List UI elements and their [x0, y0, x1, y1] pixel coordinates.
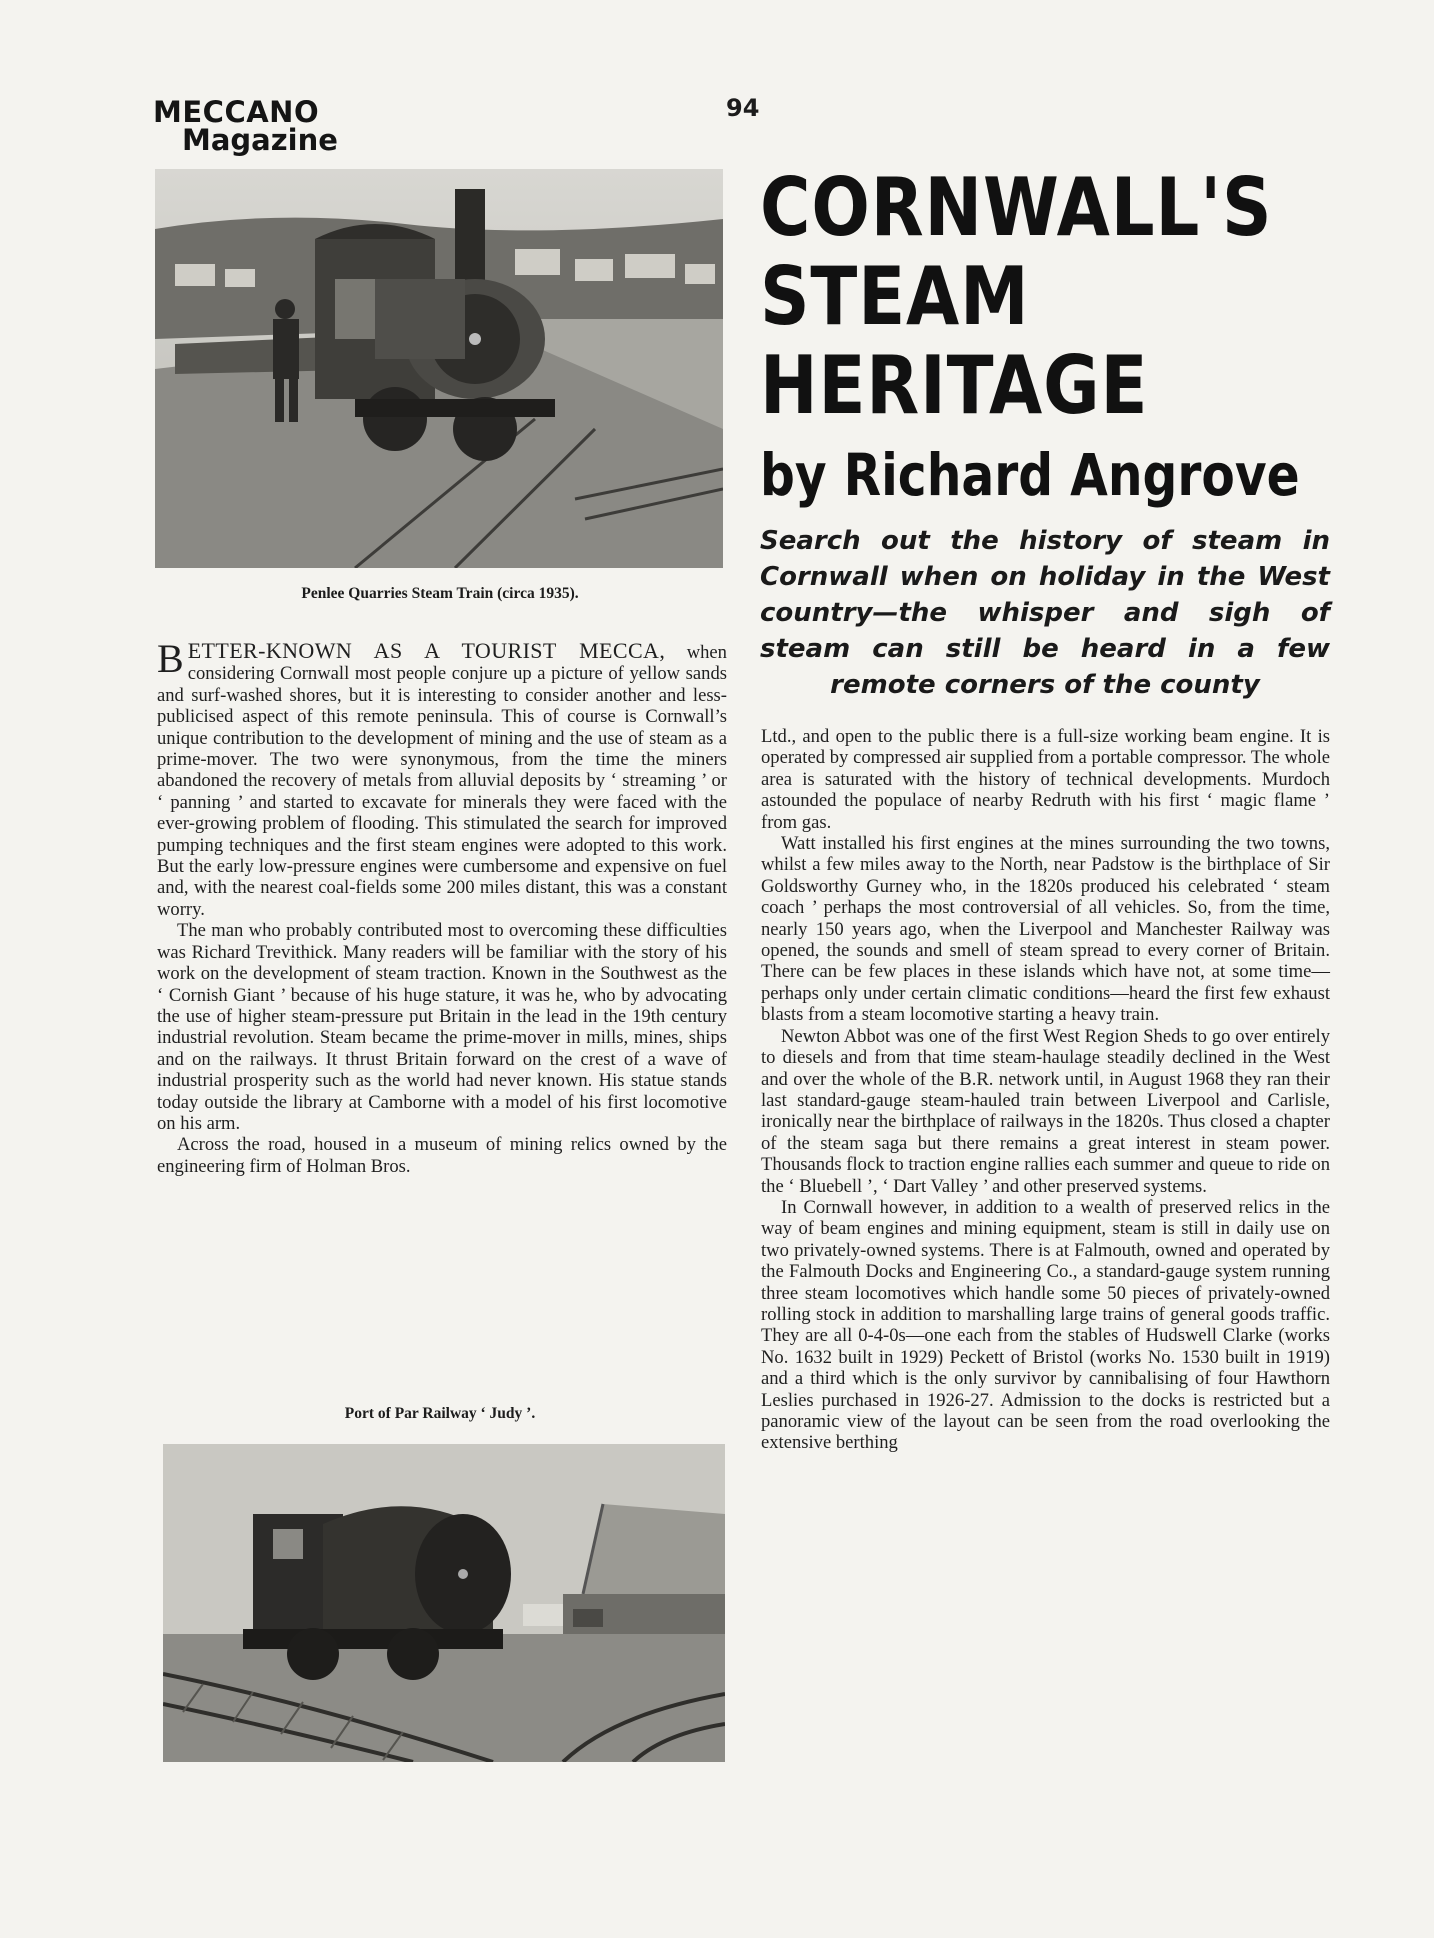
article-paragraph: Newton Abbot was one of the first West Region Sheds to go over entirely to diesels and from that time steam-haulage steadily declined in the West and over the whole of the B.R. network until, in August 1968 they ran their last standard-gauge steam-hauled train between Liverpool and Carlisle, ironically near the birthplace of railways in the 1820s. Thus closed a chapter of the steam saga but there remains a great interest in steam power. Thousands flock to traction engine rallies each summer and queue to ride on the ‘ Bluebell ’, ‘ Dart Valley ’ and other preserved systems. [761, 1025, 1330, 1197]
drop-cap: B [157, 636, 184, 681]
headline-line-3: HERITAGE [760, 339, 1149, 432]
headline-line-1: CORNWALL'S [760, 161, 1273, 254]
article-paragraph: Watt installed his first engines at the mines surrounding the two towns, whilst a few miles away to the North, near Padstow is the birthplace of Sir Goldsworthy Gurney who, in the 1820s produced his celebrated ‘ steam coach ’ perhaps the most controversial of all vehicles. So, from the time, nearly 150 years ago, when the Liverpool and Manchester Railway was opened, the sounds and smell of steam spread to every corner of Britain. There can be few places in these islands which have not, at some time—perhaps only under certain climatic conditions—heard the first few exhaust blasts from a steam locomotive starting a heavy train. [761, 833, 1330, 1026]
article-paragraph-text: when considering Cornwall most people conjure up a picture of yellow sands and surf-washed shores, but it is interesting to consider another and less-publicised aspect of this remote peninsula. This of course is Cornwall’s unique contribution to the development of mining and the use of steam as a prime-mover. The two were synonymous, from the time the miners abandoned the recovery of metals from alluvial deposits by ‘ streaming ’ or ‘ panning ’ and started to excavate for minerals they were faced with the ever-growing problem of flooding. This stimulated the search for improved pumping techniques and the first steam engines were adopted to this work. But the early low-pressure engines were cumbersome and expensive on fuel and, with the nearest coal-fields some 200 miles distant, this was a constant worry. [157, 642, 727, 920]
article-column-left [157, 636, 727, 1177]
article-paragraph [157, 636, 727, 920]
judy-locomotive-illustration [163, 1444, 725, 1762]
masthead-title: MECCANO [153, 95, 320, 129]
article-paragraph: Ltd., and open to the public there is a full-size working beam engine. It is operated by compressed air supplied from a portable compressor. The whole area is saturated with the history of technical developments. Murdoch astounded the populace of nearby Redruth with his first ‘ magic flame ’ from gas. [761, 726, 1330, 833]
penlee-train-illustration [155, 169, 723, 568]
article-headline [760, 163, 1272, 430]
par-railway-judy-photo [163, 1444, 725, 1762]
article-paragraph: In Cornwall however, in addition to a wealth of preserved relics in the way of beam engines and mining equipment, steam is still in daily use on two privately-owned systems. There is at Falmouth, owned and operated by the Falmouth Docks and Engineering Co., a standard-gauge system running three steam locomotives which handle some 50 pieces of privately-owned rolling stock in addition to marshalling large trains of general goods traffic. They are all 0-4-0s—one each from the stables of Hudswell Clarke (works No. 1632 built in 1929) Peckett of Bristol (works No. 1530 built in 1919) and a third which is the only survivor by cannibalising of four Hawthorn Leslies purchased in 1926-27. Admission to the docks is restricted but a panoramic view of the layout can be seen from the road overlooking the extensive berthing [761, 1196, 1330, 1454]
article-paragraph: Across the road, housed in a museum of mining relics owned by the engineering firm of Holman Bros. [157, 1134, 727, 1177]
photo-caption-penlee: Penlee Quarries Steam Train (circa 1935). [301, 585, 579, 602]
headline-line-2: STEAM [760, 250, 1030, 343]
article-paragraph: The man who probably contributed most to overcoming these difficulties was Richard Trevithick. Many readers will be familiar with the story of his work on the development of steam traction. Known in the Southwest as the ‘ Cornish Giant ’ because of his huge stature, it was he, who by advocating the use of higher steam-pressure put Britain in the lead in the 19th century industrial revolution. Steam became the prime-mover in mills, mines, ships and on the railways. It thrust Britain forward on the crest of a wave of industrial prosperity such as the world had never known. His statue stands today outside the library at Camborne with a model of his first locomotive on his arm. [157, 920, 727, 1134]
penlee-train-photo [155, 169, 723, 568]
standfirst: Search out the history of steam in Cornwall when on holiday in the West country—the whisper and sigh of steam can still be heard in a few remote corners of the county [760, 526, 1330, 700]
masthead-subtitle: Magazine [182, 123, 338, 157]
article-column-right [761, 726, 1330, 1454]
byline: by Richard Angrove [760, 441, 1300, 509]
article-lead-in: ETTER-KNOWN AS A TOURIST MECCA, [187, 638, 666, 663]
page-number: 94 [726, 94, 760, 122]
photo-caption-judy: Port of Par Railway ‘ Judy ’. [344, 1405, 536, 1422]
